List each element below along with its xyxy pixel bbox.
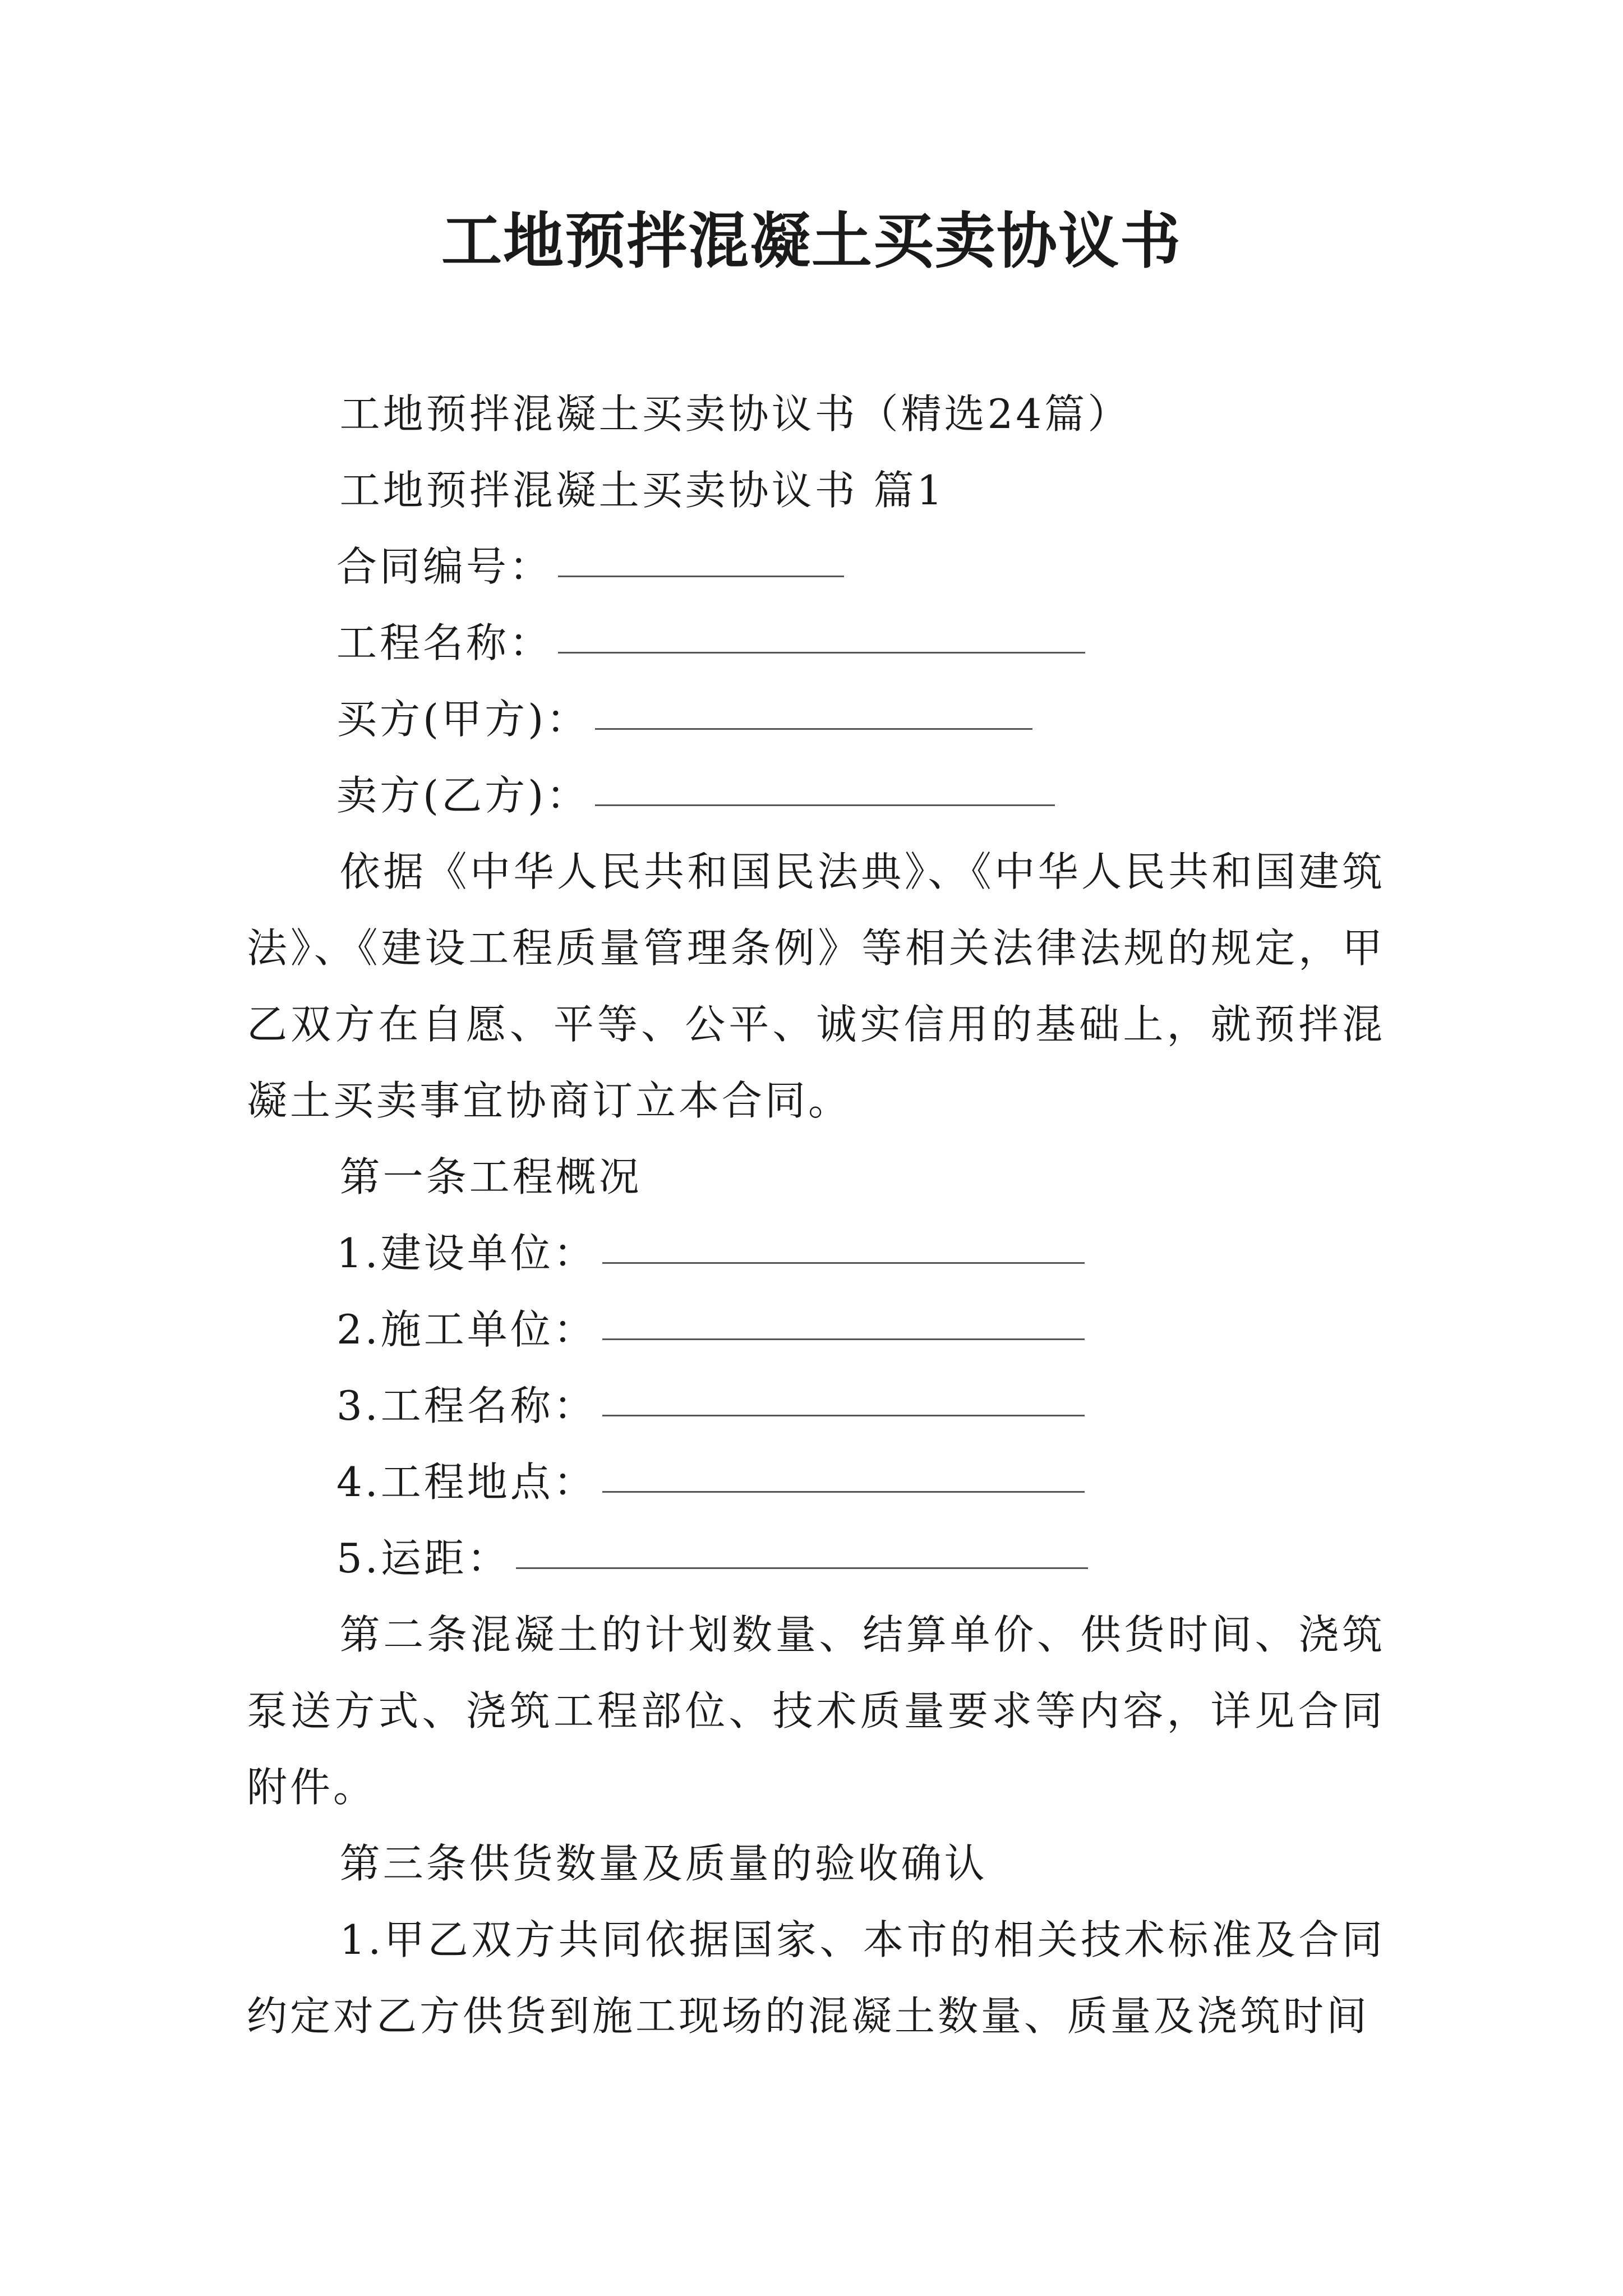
article1-item-blank — [602, 1381, 1085, 1416]
buyer-field — [247, 681, 1385, 757]
article1-heading: 第一条工程概况 — [339, 1153, 642, 1200]
seller-label: 卖方(乙方)： — [336, 772, 590, 819]
preamble-paragraph: 依据《中华人民共和国民法典》、《中华人民共和国建筑法》、《建设工程质量管理条例》等相关法律法规的规定，甲乙双方在自愿、平等、公平、诚实信用的基础上，就预拌混凝土买卖事宜协商订立本合同。 — [247, 848, 1385, 1124]
document-title: 工地预拌混凝土买卖协议书 — [441, 206, 1182, 277]
article3-heading: 第三条供货数量及质量的验收确认 — [339, 1840, 988, 1887]
article1-item-blank — [516, 1534, 1088, 1569]
article1-item-label: 3.工程名称： — [336, 1382, 597, 1429]
project-name-label: 工程名称： — [336, 619, 553, 666]
project-name-field — [247, 605, 1385, 681]
buyer-blank — [595, 694, 1032, 730]
article1-item-label: 1.建设单位： — [336, 1230, 597, 1277]
article2-paragraph: 第二条混凝土的计划数量、结算单价、供货时间、浇筑泵送方式、浇筑工程部位、技术质量要求等内容，详见合同附件。 — [247, 1611, 1385, 1811]
article1-item-label: 5.运距： — [336, 1535, 510, 1582]
section-heading: 工地预拌混凝土买卖协议书 篇1 — [339, 467, 946, 514]
article1-item-2 — [247, 1291, 1385, 1368]
contract-number-blank — [558, 542, 844, 577]
article1-item-5 — [247, 1520, 1385, 1596]
article1-item-label: 2.施工单位： — [336, 1306, 597, 1353]
seller-blank — [595, 771, 1055, 806]
article1-item-blank — [602, 1457, 1085, 1493]
article1-item-1 — [247, 1215, 1385, 1291]
contract-number-field — [247, 528, 1385, 605]
buyer-label: 买方(甲方)： — [336, 696, 590, 743]
article1-item-label: 4.工程地点： — [336, 1458, 597, 1506]
document-body — [247, 376, 1385, 2054]
seller-field — [247, 757, 1385, 834]
article1-item-blank — [602, 1228, 1085, 1264]
contract-number-label: 合同编号： — [336, 543, 553, 590]
article1-item-4 — [247, 1444, 1385, 1520]
article1-item-blank — [602, 1305, 1085, 1340]
article1-item-3 — [247, 1368, 1385, 1444]
subtitle: 工地预拌混凝土买卖协议书（精选24篇） — [339, 390, 1131, 438]
project-name-blank — [558, 618, 1085, 654]
article3-item1-paragraph: 1.甲乙双方共同依据国家、本市的相关技术标准及合同约定对乙方供货到施工现场的混凝土数量、质量及浇筑时间 — [247, 1916, 1385, 2040]
